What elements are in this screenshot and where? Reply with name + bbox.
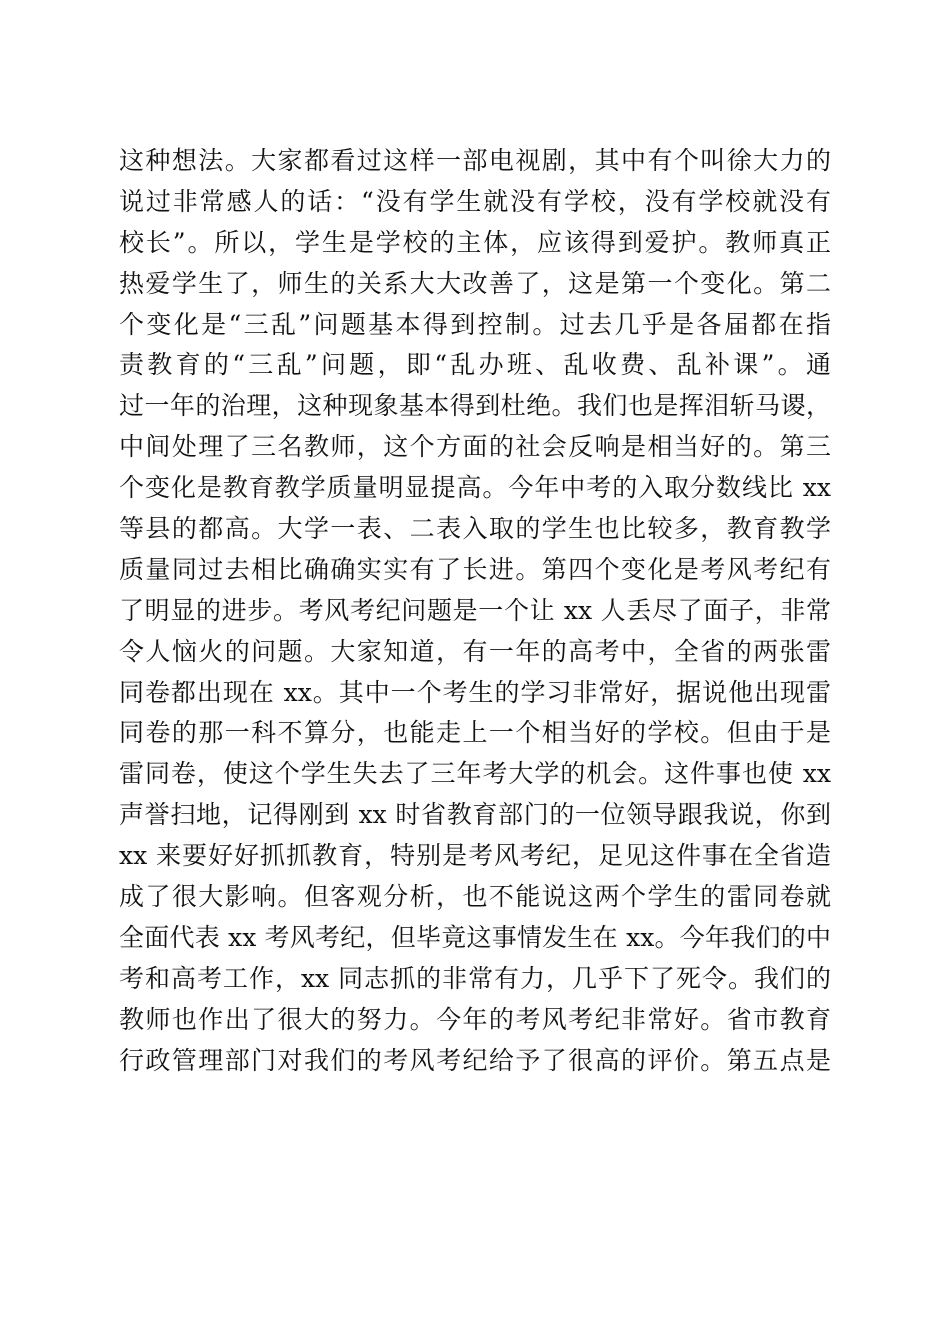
body-text	[119, 141, 831, 1081]
text-line-8: 中间处理了三名教师，这个方面的社会反响是相当好的。第三	[119, 432, 831, 462]
text-line-3: 校长”。所以，学生是学校的主体，应该得到爱护。教师真正	[119, 227, 831, 257]
text-line-12: 了明显的进步。考风考纪问题是一个让 xx 人丢尽了面子，非常	[119, 595, 831, 625]
text-line-15: 同卷的那一科不算分，也能走上一个相当好的学校。但由于是	[119, 718, 831, 748]
text-line-4: 热爱学生了，师生的关系大大改善了，这是第一个变化。第二	[119, 268, 831, 298]
text-line-21: 考和高考工作，xx 同志抓的非常有力，几乎下了死令。我们的	[119, 963, 831, 993]
text-line-6: 责教育的“三乱”问题，即“乱办班、乱收费、乱补课”。通	[119, 350, 831, 380]
text-line-19: 成了很大影响。但客观分析，也不能说这两个学生的雷同卷就	[119, 882, 831, 912]
text-line-20: 全面代表 xx 考风考纪，但毕竟这事情发生在 xx。今年我们的中	[119, 922, 831, 952]
text-line-14: 同卷都出现在 xx。其中一个考生的学习非常好，据说他出现雷	[119, 677, 831, 707]
text-line-2: 说过非常感人的话：“没有学生就没有学校，没有学校就没有	[119, 186, 831, 216]
text-line-22: 教师也作出了很大的努力。今年的考风考纪非常好。省市教育	[119, 1004, 831, 1034]
text-line-9: 个变化是教育教学质量明显提高。今年中考的入取分数线比 xx	[119, 473, 831, 503]
text-line-23: 行政管理部门对我们的考风考纪给予了很高的评价。第五点是	[119, 1045, 831, 1075]
text-line-5: 个变化是“三乱”问题基本得到控制。过去几乎是各届都在指	[119, 309, 831, 339]
text-line-16: 雷同卷，使这个学生失去了三年考大学的机会。这件事也使 xx	[119, 759, 831, 789]
text-line-1: 这种想法。大家都看过这样一部电视剧，其中有个叫徐大力的	[119, 146, 831, 175]
text-line-7: 过一年的治理，这种现象基本得到杜绝。我们也是挥泪斩马谡，	[119, 391, 831, 421]
text-line-11: 质量同过去相比确确实实有了长进。第四个变化是考风考纪有	[119, 554, 831, 584]
text-line-17: 声誉扫地，记得刚到 xx 时省教育部门的一位领导跟我说，你到	[119, 800, 831, 830]
text-line-18: xx 来要好好抓抓教育，特别是考风考纪，足见这件事在全省造	[119, 841, 831, 871]
text-line-13: 令人恼火的问题。大家知道，有一年的高考中，全省的两张雷	[119, 636, 831, 666]
text-line-10: 等县的都高。大学一表、二表入取的学生也比较多，教育教学	[119, 514, 831, 544]
